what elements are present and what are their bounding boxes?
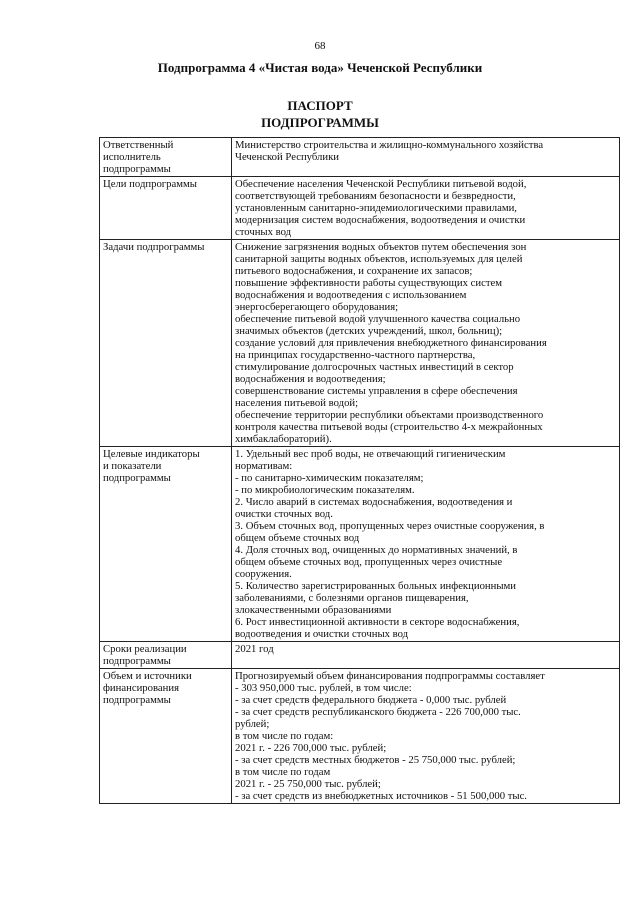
row-value-line: в том числе по годам <box>235 766 331 778</box>
row-value-line: водоснабжения и водоотведения с использованием <box>235 289 467 301</box>
row-label-line: Сроки реализации <box>103 643 187 655</box>
passport-heading-line-1: ПАСПОРТ <box>287 98 353 113</box>
row-value-cell <box>232 447 620 642</box>
row-value-line: - за счет средств федерального бюджета - 0,000 тыс. рублей <box>235 694 507 706</box>
row-value-line: общем объеме сточных вод, пропущенных через очистные <box>235 556 503 568</box>
row-label-cell <box>100 138 232 177</box>
row-value-line: обеспечение территории республики объектами производственного <box>235 409 544 421</box>
passport-heading <box>0 97 640 131</box>
row-value-line: модернизация систем водоснабжения, водоотведения и очистки <box>235 214 526 226</box>
row-label-cell <box>100 669 232 804</box>
table-row <box>100 447 620 642</box>
row-label-line: исполнитель <box>103 151 161 163</box>
row-value-line: сооружения. <box>235 568 292 580</box>
row-label-line: подпрограммы <box>103 694 171 706</box>
row-label-line: финансирования <box>103 682 179 694</box>
row-value-cell <box>232 642 620 669</box>
row-value-line: в том числе по годам: <box>235 730 334 742</box>
row-value-line: - по микробиологическим показателям. <box>235 484 415 496</box>
row-value-line: - по санитарно-химическим показателям; <box>235 472 424 484</box>
row-value-line: химбаклабораторий). <box>235 433 332 445</box>
row-value-line: Обеспечение населения Чеченской Республики питьевой водой, <box>235 178 527 190</box>
row-value-line: - за счет средств республиканского бюджета - 226 700,000 тыс. <box>235 706 521 718</box>
row-value-line: очистки сточных вод. <box>235 508 333 520</box>
row-label-line: и показатели <box>103 460 162 472</box>
row-value-line: 2021 г. - 226 700,000 тыс. рублей; <box>235 742 387 754</box>
row-value-line: - за счет средств из внебюджетных источников - 51 500,000 тыс. <box>235 790 527 802</box>
row-value-line: нормативам: <box>235 460 293 472</box>
row-value-line: 2021 год <box>235 643 274 655</box>
row-value-line: санитарной защиты водных объектов, используемых для целей <box>235 253 523 265</box>
row-value-line: водоотведения и очистки сточных вод <box>235 628 409 640</box>
row-value-line: энергосберегающего оборудования; <box>235 301 399 313</box>
row-label-cell <box>100 240 232 447</box>
row-value-line: сточных вод <box>235 226 292 238</box>
document-title: Подпрограмма 4 «Чистая вода» Чеченской Республики <box>157 60 483 75</box>
row-value-line: злокачественными образованиями <box>235 604 392 616</box>
row-value-cell <box>232 138 620 177</box>
row-value-line: питьевого водоснабжения, и сохранение их запасов; <box>235 265 473 277</box>
row-value-line: 4. Доля сточных вод, очищенных до нормативных значений, в <box>235 544 518 556</box>
row-value-line: Снижение загрязнения водных объектов путем обеспечения зон <box>235 241 527 253</box>
table-row <box>100 642 620 669</box>
table-row <box>100 138 620 177</box>
row-label-line: Целевые индикаторы <box>103 448 200 460</box>
row-value-cell <box>232 240 620 447</box>
row-value-line: совершенствование системы управления в сфере обеспечения <box>235 385 518 397</box>
passport-table <box>99 137 620 804</box>
row-value-line: Чеченской Республики <box>235 151 340 163</box>
row-value-line: 2021 г. - 25 750,000 тыс. рублей; <box>235 778 381 790</box>
row-value-line: 1. Удельный вес проб воды, не отвечающий гигиеническим <box>235 448 506 460</box>
row-label-cell <box>100 447 232 642</box>
passport-table-body <box>100 138 620 804</box>
row-value-line: установленным санитарно-эпидемиологическими правилами, <box>235 202 517 214</box>
row-value-line: водоснабжения и водоотведения; <box>235 373 386 385</box>
row-value-line: на принципах государственно-частного партнерства, <box>235 349 476 361</box>
row-value-cell <box>232 177 620 240</box>
row-label-line: Объем и источники <box>103 670 192 682</box>
row-value-line: контроля качества питьевой воды (строительство 4-х межрайонных <box>235 421 543 433</box>
row-label-line: подпрограммы <box>103 655 171 667</box>
row-label-line: Ответственный <box>103 139 174 151</box>
row-value-line: повышение эффективности работы существующих систем <box>235 277 503 289</box>
row-value-line: рублей; <box>235 718 270 730</box>
table-row <box>100 177 620 240</box>
row-label-cell <box>100 177 232 240</box>
row-label-line: Задачи подпрограммы <box>103 241 205 253</box>
passport-heading-line-2: ПОДПРОГРАММЫ <box>261 115 379 130</box>
row-value-line: Министерство строительства и жилищно-коммунального хозяйства <box>235 139 544 151</box>
row-value-line: 3. Объем сточных вод, пропущенных через очистные сооружения, в <box>235 520 545 532</box>
row-value-line: обеспечение питьевой водой улучшенного качества социально <box>235 313 521 325</box>
row-value-cell <box>232 669 620 804</box>
row-value-line: общем объеме сточных вод <box>235 532 360 544</box>
row-value-line: 5. Количество зарегистрированных больных инфекционными <box>235 580 517 592</box>
row-label-line: Цели подпрограммы <box>103 178 197 190</box>
row-label-line: подпрограммы <box>103 472 171 484</box>
row-value-line: соответствующей требованиям безопасности и безвредности, <box>235 190 516 202</box>
page-number: 68 <box>314 40 326 52</box>
row-value-line: создание условий для привлечения внебюджетного финансирования <box>235 337 547 349</box>
row-label-cell <box>100 642 232 669</box>
row-value-line: - 303 950,000 тыс. рублей, в том числе: <box>235 682 412 694</box>
row-value-line: 6. Рост инвестиционной активности в секторе водоснабжения, <box>235 616 520 628</box>
row-value-line: стимулирование долгосрочных частных инвестиций в сектор <box>235 361 514 373</box>
row-value-line: 2. Число аварий в системах водоснабжения, водоотведения и <box>235 496 513 508</box>
row-label-line: подпрограммы <box>103 163 171 175</box>
row-value-line: значимых объектов (детских учреждений, школ, больниц); <box>235 325 503 337</box>
table-row <box>100 669 620 804</box>
row-value-line: населения питьевой водой; <box>235 397 359 409</box>
row-value-line: - за счет средств местных бюджетов - 25 750,000 тыс. рублей; <box>235 754 516 766</box>
table-row <box>100 240 620 447</box>
row-value-line: Прогнозируемый объем финансирования подпрограммы составляет <box>235 670 545 682</box>
row-value-line: заболеваниями, с болезнями органов пищеварения, <box>235 592 469 604</box>
